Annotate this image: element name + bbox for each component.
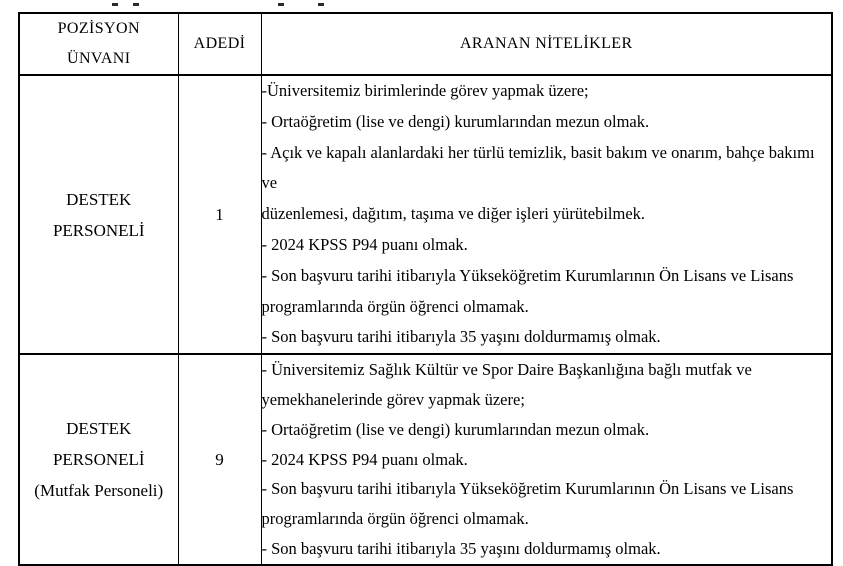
requirement-line: - Üniversitemiz Sağlık Kültür ve Spor Daire Başkanlığına bağlı mutfak ve xyxy=(261,360,752,380)
position-title-cell xyxy=(19,75,178,354)
position-title-line: (Mutfak Personeli) xyxy=(34,481,164,501)
header-aranan-nitelikler xyxy=(261,13,832,75)
cropped-text-fragment xyxy=(278,3,284,6)
requirement-line: - Ortaöğretim (lise ve dengi) kurumlarından mezun olmak. xyxy=(261,419,650,439)
header-label-line: POZİSYON xyxy=(57,20,140,37)
count-cell xyxy=(178,75,261,354)
header-adedi xyxy=(178,13,261,75)
requirements-cell xyxy=(261,354,832,565)
requirement-line: - Son başvuru tarihi itibarıyla Yükseköğretim Kurumlarının Ön Lisans ve Lisans xyxy=(261,479,794,499)
cropped-text-fragment xyxy=(112,3,118,6)
position-title-cell xyxy=(19,354,178,565)
requirement-line: programlarında örgün öğrenci olmamak. xyxy=(261,296,529,316)
table-row xyxy=(19,75,832,354)
requirement-line: - 2024 KPSS P94 puanı olmak. xyxy=(261,449,468,469)
requirement-line: programlarında örgün öğrenci olmamak. xyxy=(261,509,529,529)
position-title-line: DESTEK PERSONELİ xyxy=(52,419,145,470)
cropped-text-fragment xyxy=(133,3,139,6)
header-label: ADEDİ xyxy=(193,35,246,52)
requirement-line: düzenlemesi, dağıtım, taşıma ve diğer işleri yürütebilmek. xyxy=(261,204,646,224)
requirement-line: - Son başvuru tarihi itibarıyla 35 yaşını doldurmamış olmak. xyxy=(261,538,661,558)
requirement-line: yemekhanelerinde görev yapmak üzere; xyxy=(261,389,525,409)
count-cell xyxy=(178,354,261,565)
requirement-line: -Üniversitemiz birimlerinde görev yapmak üzere; xyxy=(261,81,589,100)
header-pozisyon-unvani xyxy=(19,13,178,75)
requirement-line: - Ortaöğretim (lise ve dengi) kurumlarından mezun olmak. xyxy=(261,111,650,131)
table-row xyxy=(19,354,832,565)
requirement-line: - Son başvuru tarihi itibarıyla 35 yaşını doldurmamış olmak. xyxy=(261,327,661,347)
header-label-line: ÜNVANI xyxy=(67,50,131,67)
table-header-row xyxy=(19,13,832,75)
requirement-line: - 2024 KPSS P94 puanı olmak. xyxy=(261,234,468,254)
position-title-line: DESTEK PERSONELİ xyxy=(52,189,145,240)
header-label: ARANAN NİTELİKLER xyxy=(459,35,633,52)
count-value: 1 xyxy=(215,204,224,224)
requirement-line: - Son başvuru tarihi itibarıyla Yükseköğretim Kurumlarının Ön Lisans ve Lisans xyxy=(261,265,794,285)
positions-table xyxy=(18,12,833,566)
requirements-cell xyxy=(261,75,832,354)
requirement-line: - Açık ve kapalı alanlardaki her türlü temizlik, basit bakım ve onarım, bahçe bakımı ve xyxy=(261,142,815,193)
count-value: 9 xyxy=(215,449,224,469)
cropped-text-fragment xyxy=(318,3,324,6)
